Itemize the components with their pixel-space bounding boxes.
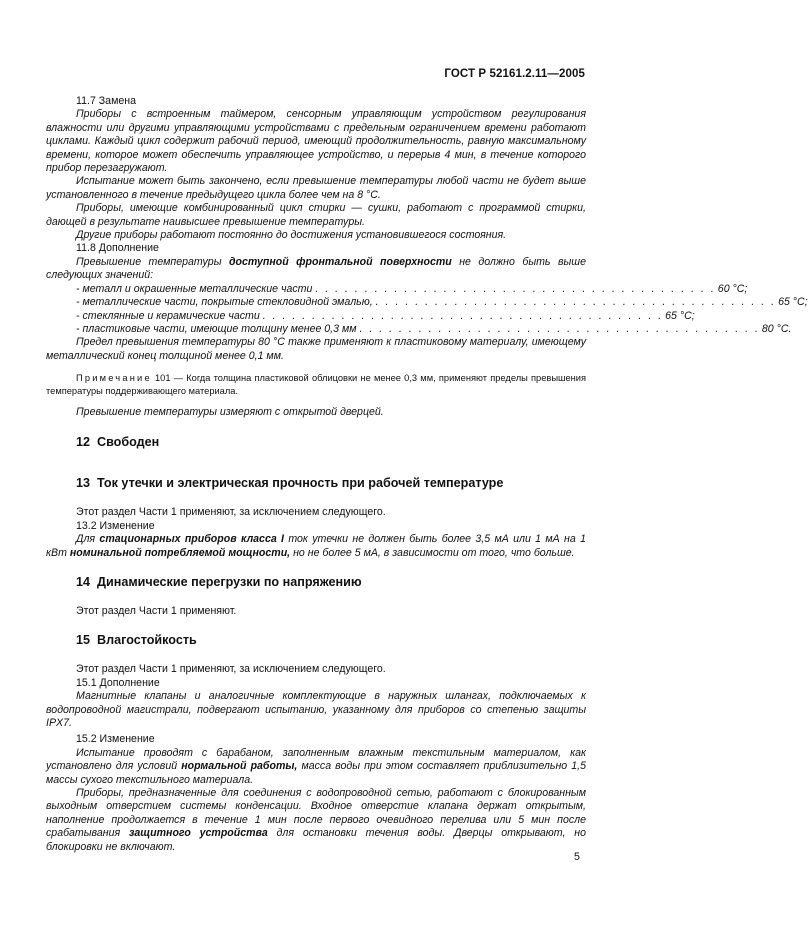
clause-15-1-title: 15.1 Дополнение <box>76 676 160 689</box>
limit-item-metal: - металл и окрашенные металлические части . . . . . . . . . . . . . . . . . . . . . . . . . . . . . . . . . . . . . . . . . 60 °С; <box>76 282 748 295</box>
clause-11-7-para-3: Приборы, имеющие комбинированный цикл стирки — сушки, работают с программой стирки, дающей в результате наивысшее превышение температуры. <box>46 202 586 228</box>
section-14-para-1: Этот раздел Части 1 применяют. <box>76 604 237 617</box>
clause-15-2-para-2: Приборы, предназначенные для соединения с водопроводной сетью, работают с блокированным выходным отверстием системы конденсации. Входное отверстие клапана держат открытым, наполнение продолжается в течение 1 мин после первого очевидного перелива или 5 мин после срабатывания защитного устройства для остановки течения воды. Дверцы открывают, но блокировки не включают. <box>46 787 586 853</box>
limit-item-enamel: - металлические части, покрытые стекловидной эмалью, . . . . . . . . . . . . . . . . . . . . . . . . . . . . . . . . . . . . . . . . . 65 °С; <box>76 296 808 309</box>
clause-15-1-para: Магнитные клапаны и аналогичные комплектующие в наружных шлангах, подключаемых к водопроводной магистрали, подвергают испытанию, указанному для приборов со степенью защиты IPX7. <box>46 690 586 729</box>
section-14-heading: 14 Динамические перегрузки по напряжению <box>76 574 362 589</box>
clause-15-2-para-1: Испытание проводят с барабаном, заполненным влажным текстильным материалом, как установлено для условий нормальной работы, масса воды при этом составляет приблизительно 1,5 массы сухого текстильного материала. <box>46 746 586 786</box>
section-12-heading: 12 Свободен <box>76 435 160 450</box>
page-number: 5 <box>574 851 580 863</box>
clause-11-7-para-4: Другие приборы работают постоянно до достижения установившегося состояния. <box>76 229 507 242</box>
limit-item-glass: - стеклянные и керамические части . . . . . . . . . . . . . . . . . . . . . . . . . . . . . . . . . . . . . . . . . 65 °С; <box>76 309 695 322</box>
section-13-heading: 13 Ток утечки и электрическая прочность при рабочей температуре <box>76 476 504 491</box>
limit-item-plastic: - пластиковые части, имеющие толщину менее 0,3 мм . . . . . . . . . . . . . . . . . . . . . . . . . . . . . . . . . . . . . . . . . 80 °С. <box>76 322 792 335</box>
defined-term: доступной фронтальной поверхности <box>228 255 452 268</box>
section-13-para-1: Этот раздел Части 1 применяют, за исключением следующего. <box>76 506 386 519</box>
clause-11-8-title: 11.8 Дополнение <box>76 242 159 255</box>
clause-13-2-title: 13.2 Изменение <box>76 519 155 532</box>
clause-11-8-intro: Превышение температуры доступной фронтальной поверхности не должно быть выше следующих значений: <box>46 255 586 282</box>
clause-11-7-para-1: Приборы с встроенным таймером, сенсорным управляющим устройством регулирования влажности или другими управляющими устройствами с предельным ограничением времени работают циклами. Каждый цикл содержит рабочий период, имеющий продолжительность, равную максимальному времени, которое может обеспечить управляющее устройство, и перерыв 4 мин, в течение которого прибор перезагружают. <box>46 108 586 175</box>
document-id: ГОСТ Р 52161.2.11—2005 <box>444 68 585 80</box>
note-101: Примечание 101 — Когда толщина пластиковой облицовки не менее 0,3 мм, применяют пределы превышения температуры поддерживающего материала. <box>46 373 586 396</box>
clause-13-2-para: Для стационарных приборов класса I ток утечки не должен быть более 3,5 мА или 1 мА на 1 кВт номинальной потребляемой мощности, но не более 5 мА, в зависимости от того, что больше. <box>46 533 586 559</box>
section-15-heading: 15 Влагостойкость <box>76 633 197 648</box>
page-content <box>46 95 808 854</box>
section-15-para-1: Этот раздел Части 1 применяют, за исключением следующего. <box>76 663 386 676</box>
clause-15-2-title: 15.2 Изменение <box>76 733 155 746</box>
clause-11-7-para-2: Испытание может быть закончено, если превышение температуры любой части не будет выше установленного в течение предыдущего цикла более чем на 8 °С. <box>46 175 586 201</box>
clause-11-8-door-para: Превышение температуры измеряют с открытой дверцей. <box>76 405 384 418</box>
clause-11-8-limit-para: Предел превышения температуры 80 °С также применяют к пластиковому материалу, имеющему металлический конец толщиной менее 0,1 мм. <box>46 336 586 362</box>
clause-11-7-title: 11.7 Замена <box>76 95 136 107</box>
